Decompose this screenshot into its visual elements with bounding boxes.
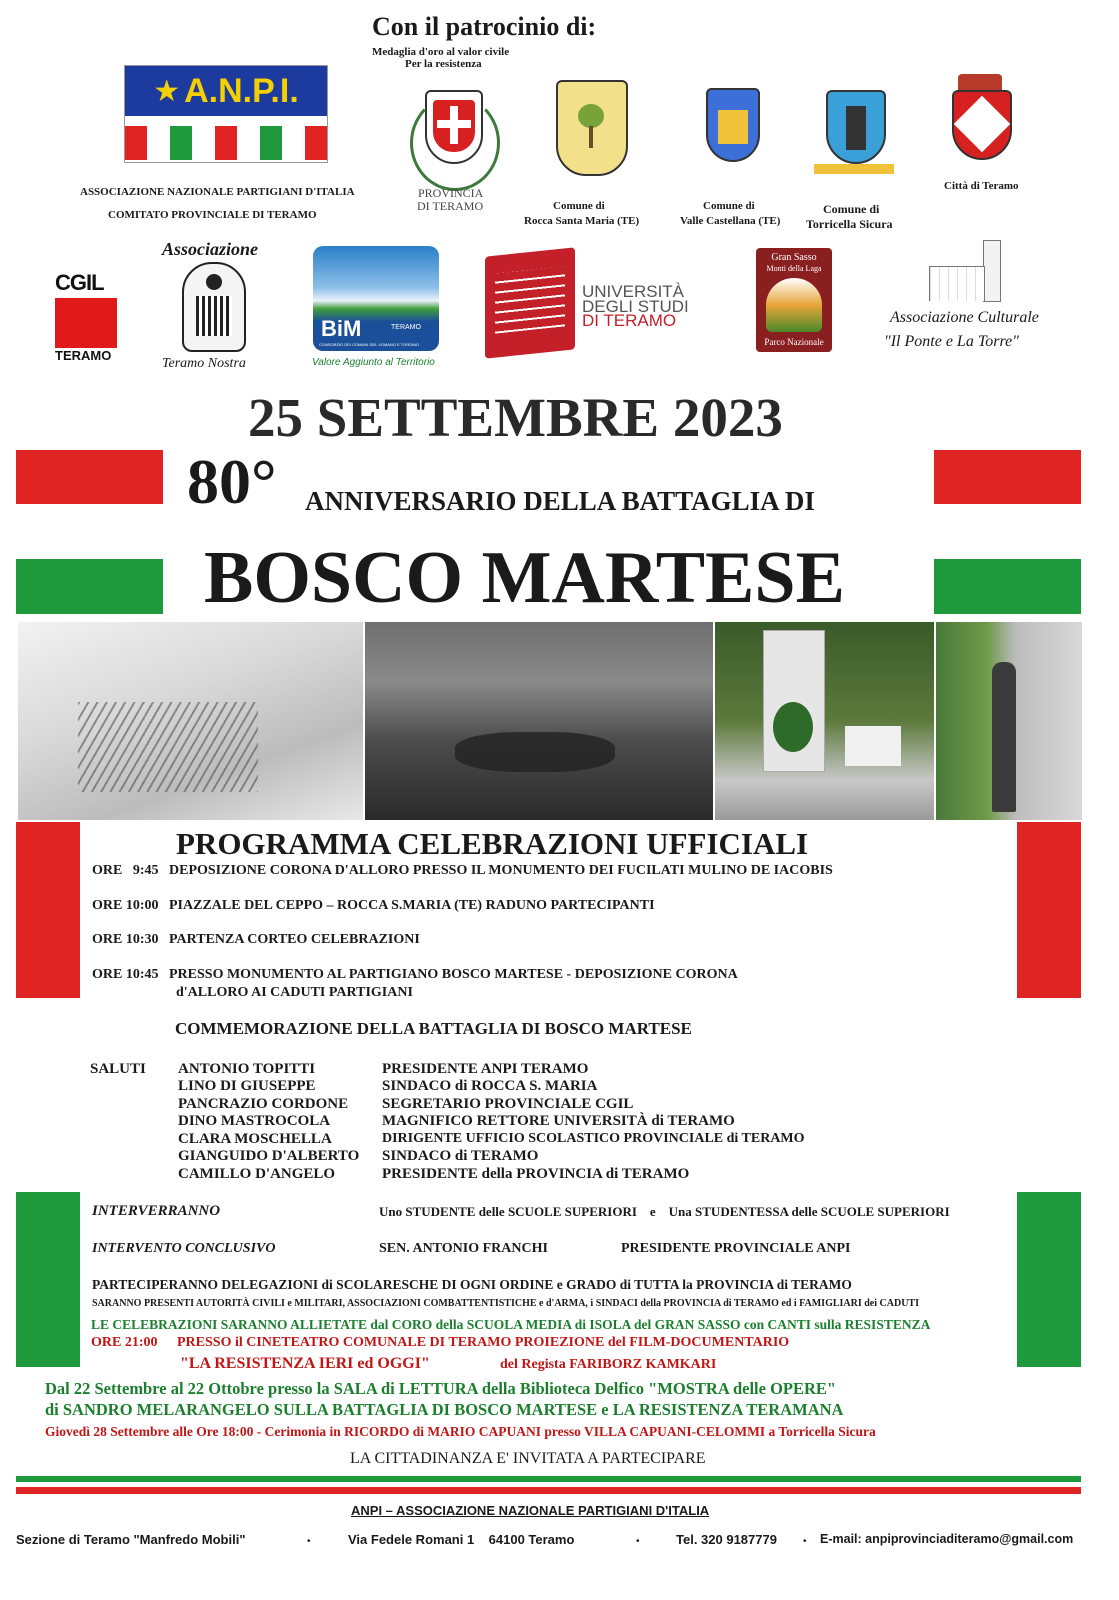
cgil-logo-text: CGIL [55, 270, 104, 295]
patronage-title: Con il patrocinio di: [372, 12, 597, 41]
flag-red-left [16, 450, 163, 504]
speaker-name: LINO DI GIUSEPPE [178, 1078, 316, 1094]
battle-sketch-image [18, 622, 363, 820]
saluti-label: SALUTI [90, 1061, 146, 1077]
torricella-caption-1: Comune di [823, 202, 880, 216]
side-red-left [16, 822, 80, 998]
medal-caption-2: Per la resistenza [405, 58, 482, 70]
speaker-role: SINDACO di TERAMO [382, 1148, 539, 1164]
speaker-name: GIANGUIDO D'ALBERTO [178, 1148, 360, 1164]
footer-address: Via Fedele Romani 1 64100 Teramo [348, 1532, 575, 1547]
bim-logo-text: BiM [321, 316, 362, 341]
anpi-caption-1: ASSOCIAZIONE NAZIONALE PARTIGIANI D'ITALIA [80, 186, 355, 198]
speaker-role: SINDACO di ROCCA S. MARIA [382, 1078, 598, 1094]
university-line-3: DI TERAMO [582, 311, 677, 330]
park-line-3: Parco Nazionale [764, 337, 824, 347]
bim-slogan: Valore Aggiunto al Territorio [312, 357, 435, 368]
provincia-caption-2: DI TERAMO [417, 199, 484, 213]
rocca-caption-1: Comune di [553, 200, 605, 212]
footer-separator: • [803, 1536, 807, 1547]
side-green-left [16, 1192, 80, 1367]
program-item: ORE 9:45 DEPOSIZIONE CORONA D'ALLORO PRESSO IL MONUMENTO DEI FUCILATI MULINO DE IACOBIS [92, 863, 833, 878]
exhibition-line-1: Dal 22 Settembre al 22 Ottobre presso la SALA di LETTURA della Biblioteca Delfico "MOSTRA delle OPERE" [45, 1379, 837, 1398]
event-place: BOSCO MARTESE [204, 537, 845, 619]
speaker-name: ANTONIO TOPITTI [178, 1061, 316, 1077]
university-line-1: UNIVERSITÀ [582, 282, 685, 301]
tricolor-green-line [16, 1476, 1081, 1482]
ponte-torre-logo [925, 240, 1015, 304]
side-red-right [1017, 822, 1081, 998]
flag-green-left [16, 559, 163, 614]
choir-text: LE CELEBRAZIONI SARANNO ALLIETATE dal CORO della SCUOLA MEDIA di ISOLA del GRAN SASSO con CANTI sulla RESISTENZA [91, 1317, 931, 1332]
rocca-crest-icon [556, 80, 628, 176]
speaker-role: SEGRETARIO PROVINCIALE CGIL [382, 1096, 634, 1112]
valle-caption-1: Comune di [703, 200, 755, 212]
tricolor-red-line [16, 1487, 1081, 1494]
footer-org: ANPI – ASSOCIAZIONE NAZIONALE PARTIGIANI D'ITALIA [351, 1503, 710, 1518]
invitation-text: LA CITTADINANZA E' INVITATA A PARTECIPARE [350, 1450, 706, 1467]
commemoration-title: COMMEMORAZIONE DELLA BATTAGLIA DI BOSCO MARTESE [175, 1019, 692, 1038]
teramo-caption: Città di Teramo [944, 180, 1019, 192]
interverranno-label: INTERVERRANNO [92, 1203, 221, 1219]
speaker-role: DIRIGENTE UFFICIO SCOLASTICO PROVINCIALE di TERAMO [382, 1131, 805, 1146]
teramo-crest-icon [952, 90, 1012, 160]
exhibition-line-2: di SANDRO MELARANGELO SULLA BATTAGLIA DI BOSCO MARTESE e LA RESISTENZA TERAMANA [45, 1400, 844, 1419]
anpi-logo-text: A.N.P.I. [184, 71, 299, 110]
monument-wreath-image [715, 622, 934, 820]
university-line-2: DEGLI STUDI [582, 297, 689, 316]
bim-logo [313, 246, 439, 351]
speaker-role: PRESIDENTE della PROVINCIA di TERAMO [382, 1166, 690, 1182]
cgil-city: TERAMO [55, 348, 112, 363]
crown-icon [958, 74, 1002, 90]
cgil-logo [55, 270, 117, 362]
anpi-caption-2: COMITATO PROVINCIALE DI TERAMO [108, 209, 317, 221]
footer-email[interactable]: E-mail: anpiprovinciaditeramo@gmail.com [820, 1532, 1074, 1546]
delegations-text: PARTECIPERANNO DELEGAZIONI di SCOLARESCHE DI OGNI ORDINE e GRADO di TUTTA la PROVINCIA di TERAMO [92, 1277, 852, 1292]
speaker-name: CLARA MOSCHELLA [178, 1131, 332, 1147]
interverranno-text: Uno STUDENTE delle SCUOLE SUPERIORI e Una STUDENTESSA delle SCUOLE SUPERIORI [379, 1204, 950, 1219]
film-director: del Regista FARIBORZ KAMKARI [500, 1357, 717, 1372]
ponte-line-2: "Il Ponte e La Torre" [884, 333, 1019, 350]
event-date: 25 SETTEMBRE 2023 [248, 387, 783, 448]
anniversary-number: 80° [187, 446, 277, 517]
anpi-logo: ★ A.N.P.I. [124, 65, 328, 163]
flag-red-right [934, 450, 1081, 504]
ceremony-text: Giovedì 28 Settembre alle Ore 18:00 - Cerimonia in RICORDO di MARIO CAPUANI presso VILLA CAPUANI-CELOMMI a Torricella Sicura [45, 1424, 876, 1439]
park-line-2: Monti della Laga [766, 264, 822, 273]
evening-time: ORE 21:00 [91, 1335, 158, 1350]
footer-phone[interactable]: Tel. 320 9187779 [676, 1532, 777, 1547]
partisan-statue-image [936, 622, 1082, 820]
anniversary-text: ANNIVERSARIO DELLA BATTAGLIA DI [305, 486, 815, 516]
flag-green-right [934, 559, 1081, 614]
medal-caption-1: Medaglia d'oro al valor civile [372, 46, 510, 58]
laurel-wreath-icon [410, 95, 500, 191]
torricella-crest-icon [826, 90, 886, 164]
rocca-caption-2: Rocca Santa Maria (TE) [524, 215, 640, 227]
teramo-nostra-title: Associazione [162, 239, 259, 259]
speaker-role: PRESIDENTE ANPI TERAMO [382, 1061, 589, 1077]
valle-crest-icon [706, 88, 760, 162]
conclusivo-role: PRESIDENTE PROVINCIALE ANPI [621, 1241, 851, 1256]
program-item: ORE 10:00 PIAZZALE DEL CEPPO – ROCCA S.MARIA (TE) RADUNO PARTECIPANTI [92, 898, 655, 913]
speaker-role: MAGNIFICO RETTORE UNIVERSITÀ di TERAMO [382, 1113, 735, 1129]
program-item: ORE 10:30 PARTENZA CORTEO CELEBRAZIONI [92, 932, 420, 947]
university-logo [485, 247, 575, 358]
torricella-ribbon-icon [814, 164, 894, 174]
side-green-right [1017, 1192, 1081, 1367]
conclusivo-label: INTERVENTO CONCLUSIVO [92, 1241, 276, 1256]
speaker-name: PANCRAZIO CORDONE [178, 1096, 349, 1112]
park-line-1: Gran Sasso [771, 252, 817, 263]
program-heading: PROGRAMMA CELEBRAZIONI UFFICIALI [176, 826, 809, 861]
teramo-nostra-caption: Teramo Nostra [162, 356, 246, 371]
teramo-nostra-logo [182, 262, 246, 352]
torricella-caption-2: Torricella Sicura [806, 217, 893, 231]
valle-caption-2: Valle Castellana (TE) [680, 215, 781, 227]
bim-consortium: CONSORZIO DEI COMUNI DEL VOMANO E TORDINO [319, 342, 420, 347]
film-title: "LA RESISTENZA IERI ed OGGI" [180, 1355, 430, 1372]
program-item: ORE 10:45 PRESSO MONUMENTO AL PARTIGIANO BOSCO MARTESE - DEPOSIZIONE CORONA [92, 967, 738, 982]
soldiers-trench-image [365, 622, 713, 820]
footer-separator: • [307, 1536, 311, 1547]
evening-text: PRESSO il CINETEATRO COMUNALE DI TERAMO PROIEZIONE del FILM-DOCUMENTARIO [177, 1335, 790, 1350]
park-logo [756, 248, 832, 352]
speaker-name: CAMILLO D'ANGELO [178, 1166, 336, 1182]
speaker-name: DINO MASTROCOLA [178, 1113, 331, 1129]
authorities-text: SARANNO PRESENTI AUTORITÀ CIVILI e MILITARI, ASSOCIAZIONI COMBATTENTISTICHE e d'ARMA, i SINDACI della PROVINCIA di TERAMO ed i FAMIGLIARI dei CADUTI [92, 1298, 919, 1309]
provincia-caption-1: PROVINCIA [418, 186, 484, 200]
program-item: d'ALLORO AI CADUTI PARTIGIANI [176, 985, 413, 1000]
bim-logo-small: TERAMO [391, 324, 421, 331]
footer-separator: • [636, 1536, 640, 1547]
conclusivo-name: SEN. ANTONIO FRANCHI [379, 1241, 548, 1256]
ponte-line-1: Associazione Culturale [890, 309, 1039, 326]
footer-section: Sezione di Teramo "Manfredo Mobili" [16, 1532, 246, 1547]
